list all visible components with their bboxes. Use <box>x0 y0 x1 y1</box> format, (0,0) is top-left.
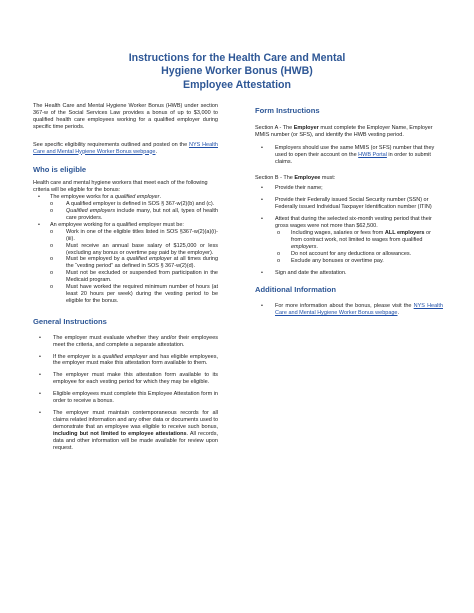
eligibility-subitem <box>50 256 218 270</box>
item-text: An employee working for a qualified employer must be: <box>50 221 184 228</box>
eligibility-subitem <box>50 208 218 222</box>
who-intro: Health care and mental hygiene workers that meet each of the following criteria will be eligible for the bonus: <box>33 180 208 194</box>
section-b-item-text: Sign and date the attestation. <box>275 269 347 276</box>
intro-paragraph: The Health Care and Mental Hygiene Worker Bonus (HWB) under section 367-w of the Social Services Law provides a bonus of up to $3,000 to qualified health care employees working for a qualified employer during specific time periods. <box>33 103 218 130</box>
section-a-paragraph <box>255 125 443 139</box>
nys-bonus-webpage-link[interactable]: NYS Health Care and Mental Hygiene Worker Bonus webpage <box>33 141 218 155</box>
additional-item-text: . <box>397 310 400 317</box>
hwb-portal-link[interactable]: HWB Portal <box>358 151 387 158</box>
general-item <box>39 372 218 386</box>
section-a-bold: Employer <box>293 125 319 131</box>
section-b-item-text: Provide their name; <box>275 185 323 192</box>
bullet-icon: • <box>261 197 263 204</box>
general-item-text: The employer must evaluate whether they and/or their employees meet the criteria, and complete a separate attestation. <box>53 334 218 348</box>
bullet-icon: • <box>38 194 40 201</box>
form-instructions-heading: Form Instructions <box>255 106 320 115</box>
section-b-item <box>261 216 443 230</box>
general-item <box>39 354 218 368</box>
section-a-item <box>261 145 443 166</box>
left-column <box>33 103 218 451</box>
additional-information-heading: Additional Information <box>255 285 336 295</box>
eligibility-subitem <box>50 270 218 284</box>
subitem-text: or from contract work, not limited to wages from qualified <box>291 229 431 243</box>
subitem-text: A qualified employer is defined in SOS § 367-w(2)(b) and (c). <box>66 201 215 208</box>
general-item-text: and has eligible employees, the employer must make this attestation form available to them. <box>53 353 219 367</box>
section-b-paragraph <box>255 175 443 182</box>
subitem-text-italic: Qualified employers <box>66 208 116 215</box>
general-item-text: The employer must maintain contemporaneous records for all claims related information and any other data or documents used to demonstrate that an employee was eligible to receive such bonus, <box>53 410 218 430</box>
subitem-text: Must be employed by a <box>66 256 127 263</box>
bullet-icon: • <box>38 221 40 228</box>
bullet-icon: • <box>39 353 41 360</box>
bullet-icon: • <box>261 303 263 310</box>
eligibility-item-employer <box>38 194 218 201</box>
section-b-subitem <box>277 230 443 251</box>
subitem-text: Including wages, salaries or fees from <box>291 229 385 236</box>
subitem-text: include many, but not all, types of health care providers. <box>66 208 219 221</box>
sub-bullet-icon: o <box>50 256 54 263</box>
section-a-text: must complete the Employer Name, Employer MMIS number (or SFS), and identify the HWB vesting period. <box>255 125 433 138</box>
subitem-text: Work in one of the eligible titles listed in SOS §367-w(2)(a)(i)-(iii). <box>66 228 218 242</box>
general-item-text: If the employer is a <box>53 353 103 360</box>
section-b-item <box>261 197 443 211</box>
bullet-icon: • <box>261 216 263 223</box>
section-b-subitem <box>277 258 443 265</box>
right-column <box>255 103 443 317</box>
subitem-text: Exclude any bonuses or overtime pay. <box>291 257 384 264</box>
sub-bullet-icon: o <box>50 208 54 215</box>
section-b-subitem <box>277 251 443 258</box>
section-a-item-text: Employers should use the same MMIS (or SFS) number that they used to open their account on the <box>275 144 435 158</box>
additional-item-text: For more information about the bonus, please visit the <box>275 303 414 310</box>
general-item-italic: qualified employer <box>102 353 148 360</box>
nys-bonus-webpage-link-2[interactable]: NYS Health Care and Mental Hygiene Worker Bonus webpage <box>275 303 443 317</box>
subitem-text: Must receive an annual base salary of $125,000 or less (excluding any bonus or overtime pay paid by the employer). <box>66 242 218 256</box>
section-a-item-text: in order to submit claims. <box>275 151 431 165</box>
bullet-icon: • <box>39 334 41 341</box>
section-b-item <box>261 185 443 192</box>
subitem-text-italic: qualified employer <box>126 256 172 263</box>
subitem-text: Do not account for any deductions or allowances. <box>291 250 412 257</box>
see-end: . <box>155 148 158 155</box>
who-eligible-heading: Who is eligible <box>33 165 87 175</box>
sub-bullet-icon: o <box>50 242 54 249</box>
sub-bullet-icon: o <box>277 257 281 264</box>
bullet-icon: • <box>39 410 41 416</box>
title-line-3: Employee Attestation <box>183 78 291 91</box>
eligibility-subitem <box>50 243 218 257</box>
general-item <box>39 391 218 405</box>
item-text: . <box>159 194 161 201</box>
section-b-text: Section B - The <box>255 174 295 181</box>
bullet-icon: • <box>261 269 263 276</box>
additional-item <box>261 303 443 317</box>
document-title <box>0 52 474 92</box>
sub-bullet-icon: o <box>277 250 281 257</box>
bullet-icon: • <box>39 372 41 379</box>
eligibility-subitem <box>50 201 218 208</box>
bullet-icon: • <box>261 185 263 192</box>
title-line-1: Instructions for the Health Care and Mental <box>128 52 346 64</box>
general-item-text: . All records, data and other information will be made available for review upon request. <box>53 430 218 451</box>
item-text: The employee works for a <box>50 194 115 201</box>
eligibility-subitem <box>50 229 218 243</box>
eligibility-item-employee <box>38 222 218 229</box>
see-paragraph <box>33 142 218 156</box>
eligibility-subitem <box>50 284 218 305</box>
sub-bullet-icon: o <box>277 229 281 236</box>
sub-bullet-icon: o <box>50 201 54 208</box>
bullet-icon: • <box>261 144 263 151</box>
item-text-italic: qualified employer <box>114 194 160 201</box>
subitem-text: Must not be excluded or suspended from participation in the Medicaid program. <box>66 270 218 284</box>
see-text: See specific eligibility requirements outlined and posted on the <box>33 141 188 148</box>
sub-bullet-icon: o <box>50 284 54 291</box>
section-a-text: Section A - The <box>255 125 294 131</box>
bullet-icon: • <box>39 391 41 398</box>
subitem-text: . <box>316 243 318 250</box>
section-b-item-text: Attest that during the selected six-month vesting period that their gross wages were not more than $62,500. <box>275 216 432 230</box>
subitem-italic: employers <box>291 243 317 250</box>
general-item-bold: including but not limited to employee attestations <box>53 430 187 437</box>
section-b-item-text: Provide their Federally issued Social Security number (SSN) or Federally issued Individual Taxpayer Identification number (ITIN) <box>275 197 432 211</box>
sub-bullet-icon: o <box>50 270 54 277</box>
general-item <box>39 335 218 349</box>
general-item <box>39 410 218 451</box>
sub-bullet-icon: o <box>50 228 54 235</box>
section-b-bold: Employee <box>294 174 321 181</box>
general-instructions-heading: General Instructions <box>33 316 107 326</box>
subitem-bold: ALL employers <box>384 229 425 236</box>
section-b-text: must: <box>320 174 336 181</box>
subitem-text: at all times during the “vesting period” as defined in SOS § 367-w(2)(d). <box>66 256 218 270</box>
title-line-2: Hygiene Worker Bonus (HWB) <box>161 65 313 78</box>
general-item-text: The employer must make this attestation form available to its employee for each vesting period for which they may be eligible. <box>53 372 218 386</box>
general-item-text: Eligible employees must complete this Employee Attestation form in order to receive a bonus. <box>53 391 218 405</box>
section-b-item <box>261 270 443 277</box>
subitem-text: Must have worked the required minimum number of hours (at least 20 hours per week) during the vesting period to be eligible for the bonus. <box>66 284 218 304</box>
